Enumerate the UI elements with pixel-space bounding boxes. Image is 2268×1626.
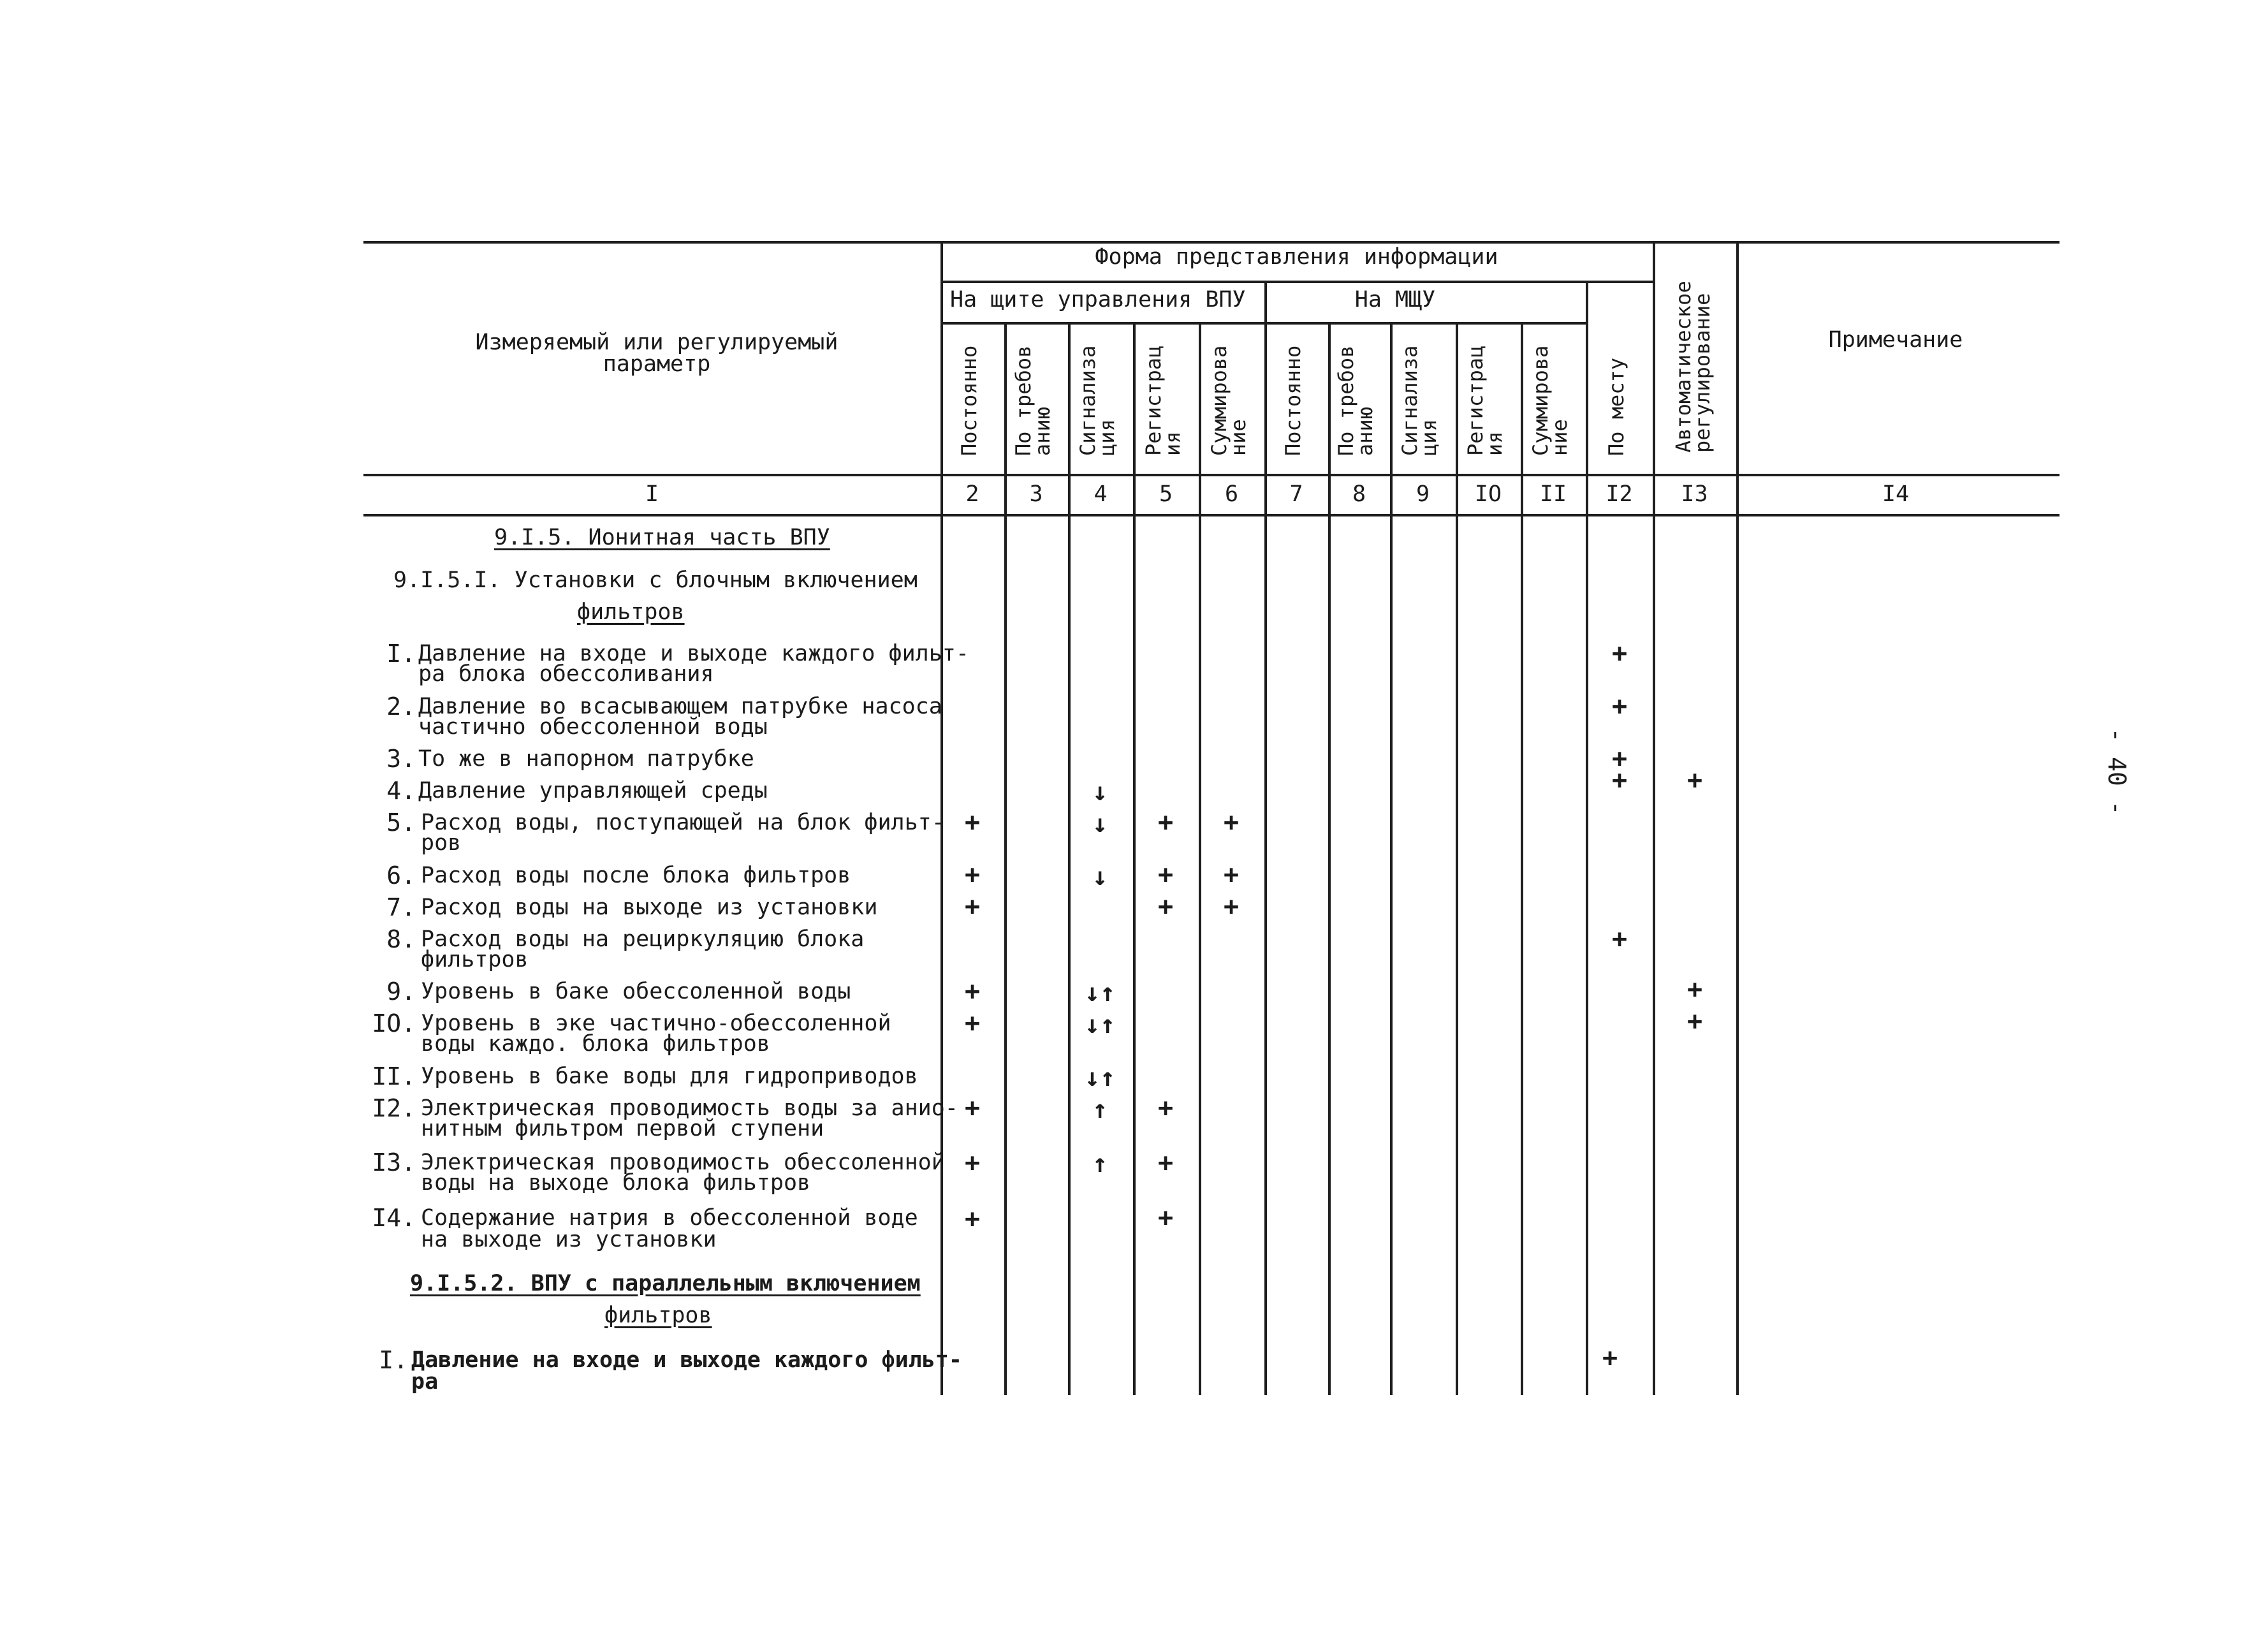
row-text: Давление на входе и выходе каждого фильт- bbox=[418, 641, 969, 666]
col-header-vpu-2: По требованию bbox=[1011, 345, 1055, 456]
row-number: I. bbox=[379, 1346, 408, 1374]
col-number: 2 bbox=[965, 481, 979, 507]
col-divider bbox=[1586, 281, 1588, 1395]
row-number: 4. bbox=[386, 777, 416, 805]
row-number: 2. bbox=[386, 692, 416, 721]
mark-arrow-up: ↑ bbox=[1092, 1149, 1108, 1178]
col-number: 3 bbox=[1029, 481, 1043, 507]
row-text: Расход воды после блока фильтров bbox=[421, 863, 851, 888]
row-text-cont: частично обессоленной воды bbox=[418, 714, 768, 740]
row-text-cont: фильтров bbox=[421, 947, 529, 972]
col-number: 6 bbox=[1224, 481, 1239, 507]
mark-plus: + bbox=[1686, 1007, 1703, 1036]
col-divider bbox=[1653, 241, 1655, 1395]
form-group-rule bbox=[940, 281, 1653, 283]
row-text: Уровень в эке частично-обессоленной bbox=[421, 1011, 891, 1036]
row-number: I2. bbox=[372, 1094, 416, 1122]
row-text-cont: на выходе из установки bbox=[421, 1227, 717, 1252]
row-number: I. bbox=[386, 640, 416, 668]
row-number: 7. bbox=[386, 893, 416, 921]
row-number: I3. bbox=[372, 1148, 416, 1176]
row-text-cont: воды каждо. блока фильтров bbox=[421, 1031, 770, 1057]
row-number: I4. bbox=[372, 1204, 416, 1232]
mark-plus: + bbox=[1223, 808, 1240, 837]
mark-plus: + bbox=[1611, 744, 1628, 773]
subgroup-rule bbox=[940, 322, 1586, 325]
row-text: Электрическая проводимость обессоленной bbox=[421, 1150, 945, 1175]
row-text: То же в напорном патрубке bbox=[418, 746, 754, 772]
row-text-cont: ров bbox=[421, 830, 462, 856]
mark-plus: + bbox=[964, 1094, 981, 1123]
col-header-mshu-1: Постоянно bbox=[1281, 345, 1305, 456]
row-text: Давление на входе и выходе каждого фильт- bbox=[411, 1347, 962, 1373]
param-col-header: Измеряемый или регулируемый параметр bbox=[475, 330, 838, 377]
mark-arrow-down-up: ↓↑ bbox=[1084, 1010, 1116, 1039]
mark-plus: + bbox=[1686, 975, 1703, 1004]
col-header-vpu-5: Суммирование bbox=[1207, 345, 1250, 456]
row-text-cont: ра bbox=[411, 1369, 439, 1395]
mark-plus: + bbox=[1223, 892, 1240, 921]
subsection-title: 9.I.5.I. Установки с блочным включением bbox=[393, 568, 918, 593]
col-header-vpu-4: Регистрация bbox=[1141, 345, 1185, 456]
row-text-cont: нитным фильтром первой ступени bbox=[421, 1116, 824, 1141]
col-header-mshu-2: По требованию bbox=[1334, 345, 1377, 456]
row-number: 8. bbox=[386, 925, 416, 953]
group-mshu-header: На МЩУ bbox=[1354, 287, 1436, 312]
row-text-cont: воды на выходе блока фильтров bbox=[421, 1170, 811, 1196]
mark-arrow-down: ↓ bbox=[1092, 809, 1108, 839]
col-divider bbox=[1264, 281, 1267, 1395]
mark-plus: + bbox=[1611, 639, 1628, 668]
mark-plus: + bbox=[1686, 766, 1703, 795]
col-number: I bbox=[645, 481, 659, 507]
mark-plus: + bbox=[1157, 892, 1174, 921]
mark-arrow-down: ↓ bbox=[1092, 862, 1108, 891]
subsection-title-cont: фильтров bbox=[604, 1303, 712, 1328]
col-number: I2 bbox=[1606, 481, 1633, 507]
col-header-vpu-3: Сигнализация bbox=[1076, 345, 1119, 456]
note-col-header: Примечание bbox=[1828, 327, 1963, 353]
row-text: Расход воды, поступающей на блок фильт- bbox=[421, 810, 945, 835]
row-number: 6. bbox=[386, 861, 416, 890]
mark-plus: + bbox=[1602, 1344, 1618, 1373]
row-text: Расход воды на рециркуляцию блока bbox=[421, 927, 865, 952]
row-number: 5. bbox=[386, 809, 416, 837]
col-numbers-bottom-rule bbox=[363, 514, 2059, 516]
col-number: 4 bbox=[1094, 481, 1108, 507]
col-number: I4 bbox=[1882, 481, 1910, 507]
mark-plus: + bbox=[1611, 925, 1628, 954]
group-vpu-header: На щите управления ВПУ bbox=[950, 287, 1246, 312]
mark-plus: + bbox=[964, 808, 981, 837]
subsection-title-cont: фильтров bbox=[577, 599, 685, 625]
form-group-header: Форма представления информации bbox=[1095, 244, 1498, 270]
mark-arrow-up: ↑ bbox=[1092, 1095, 1108, 1124]
row-text: Содержание натрия в обессоленной воде bbox=[421, 1205, 918, 1231]
row-text: Давление во всасывающем патрубке насоса bbox=[418, 694, 942, 719]
col-number: 9 bbox=[1416, 481, 1430, 507]
col-number: 5 bbox=[1159, 481, 1173, 507]
col-number: 7 bbox=[1289, 481, 1303, 507]
mark-plus: + bbox=[964, 1148, 981, 1178]
mark-plus: + bbox=[1157, 808, 1174, 837]
mark-plus: + bbox=[964, 1205, 981, 1234]
mark-arrow-down-up: ↓↑ bbox=[1084, 978, 1116, 1007]
mark-arrow-down: ↓ bbox=[1092, 777, 1108, 807]
row-text: Уровень в баке обессоленной воды bbox=[421, 979, 851, 1004]
section-title: 9.I.5.2. ВПУ с параллельным включением bbox=[410, 1271, 921, 1296]
mark-plus: + bbox=[1611, 692, 1628, 721]
col-header-vpu-1: Постоянно bbox=[957, 345, 981, 456]
mark-plus: + bbox=[1611, 766, 1628, 795]
page-number: - 40 - bbox=[2103, 728, 2131, 816]
row-number: 9. bbox=[386, 978, 416, 1006]
row-number: IO. bbox=[372, 1009, 416, 1037]
row-text: Уровень в баке воды для гидроприводов bbox=[421, 1064, 918, 1089]
col-number: I3 bbox=[1681, 481, 1708, 507]
col-header-mshu-3: Сигнализация bbox=[1398, 345, 1441, 456]
row-text-cont: ра блока обессоливания bbox=[418, 661, 714, 687]
row-number: II. bbox=[372, 1062, 416, 1090]
mark-plus: + bbox=[1223, 860, 1240, 890]
row-text: Расход воды на выходе из установки bbox=[421, 895, 878, 920]
col-header-local: По месту bbox=[1604, 357, 1628, 456]
mark-plus: + bbox=[964, 1009, 981, 1038]
col-header-auto: Автоматическое регулирование bbox=[1671, 281, 1715, 453]
row-text: Электрическая проводимость воды за анио- bbox=[421, 1095, 958, 1121]
section-title: 9.I.5. Ионитная часть ВПУ bbox=[494, 525, 830, 550]
mark-plus: + bbox=[1157, 1148, 1174, 1178]
col-header-mshu-5: Суммирование bbox=[1528, 345, 1572, 456]
mark-arrow-down-up: ↓↑ bbox=[1084, 1063, 1116, 1092]
mark-plus: + bbox=[964, 892, 981, 921]
header-bottom-rule bbox=[363, 474, 2059, 476]
row-number: 3. bbox=[386, 745, 416, 773]
mark-plus: + bbox=[1157, 1203, 1174, 1233]
col-number: 8 bbox=[1352, 481, 1366, 507]
col-divider bbox=[1736, 241, 1739, 1395]
col-header-mshu-4: Регистрация bbox=[1463, 345, 1507, 456]
mark-plus: + bbox=[1157, 860, 1174, 890]
mark-plus: + bbox=[964, 977, 981, 1006]
col-number: IO bbox=[1474, 481, 1502, 507]
mark-plus: + bbox=[964, 860, 981, 890]
table-top-rule bbox=[363, 241, 2059, 244]
mark-plus: + bbox=[1157, 1094, 1174, 1123]
col-number: II bbox=[1539, 481, 1567, 507]
row-text: Давление управляющей среды bbox=[418, 778, 768, 803]
